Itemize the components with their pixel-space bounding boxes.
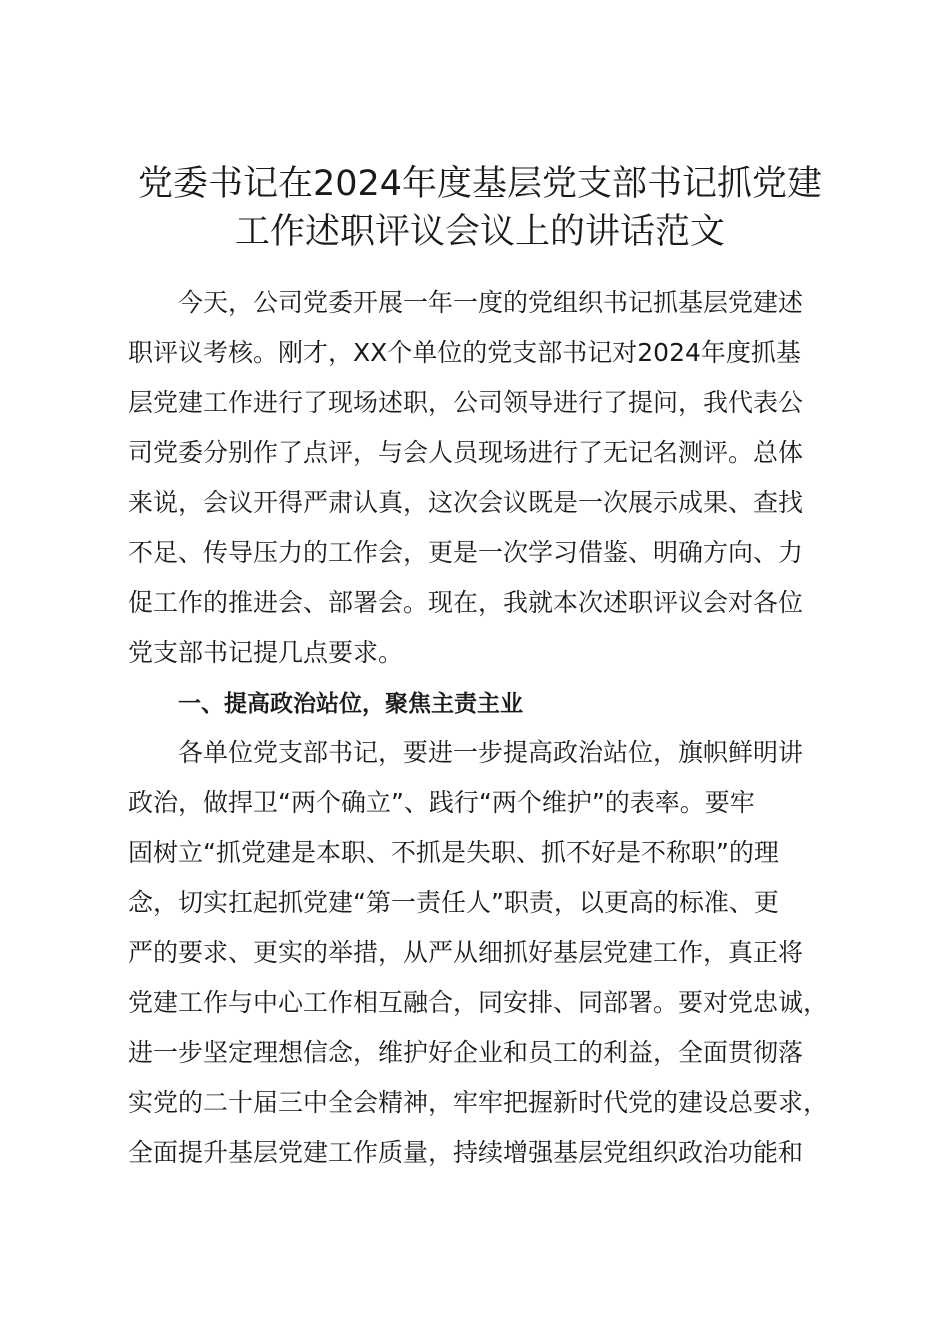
paragraph-line: 职评议考核。刚才，XX个单位的党支部书记对2024年度抓基 xyxy=(128,338,801,367)
paragraph-line: 全面提升基层党建工作质量，持续增强基层党组织政治功能和 xyxy=(128,1138,804,1167)
paragraph-line: 不足、传导压力的工作会，更是一次学习借鉴、明确方向、力 xyxy=(128,538,804,567)
paragraph-line: 今天，公司党委开展一年一度的党组织书记抓基层党建述 xyxy=(178,288,804,317)
paragraph-line: 司党委分别作了点评，与会人员现场进行了无记名测评。总体 xyxy=(128,438,804,467)
paragraph-line: 固树立“抓党建是本职、不抓是失职、抓不好是不称职”的理 xyxy=(128,838,779,867)
section-heading-1: 一、提高政治站位，聚焦主责主业 xyxy=(178,691,523,717)
paragraph-line: 进一步坚定理想信念，维护好企业和员工的利益，全面贯彻落 xyxy=(128,1038,804,1067)
paragraph-line: 念，切实扛起抓党建“第一责任人”职责，以更高的标准、更 xyxy=(128,888,779,917)
paragraph-line: 促工作的推进会、部署会。现在，我就本次述职评议会对各位 xyxy=(128,588,804,617)
paragraph-line: 严的要求、更实的举措，从严从细抓好基层党建工作，真正将 xyxy=(128,938,804,967)
document-title-line-2: 工作述职评议会议上的讲话范文 xyxy=(234,212,725,252)
paragraph-line: 层党建工作进行了现场述职，公司领导进行了提问，我代表公 xyxy=(128,388,804,417)
paragraph-line: 实党的二十届三中全会精神，牢牢把握新时代党的建设总要求， xyxy=(128,1088,829,1117)
document-title-line-1: 党委书记在2024年度基层党支部书记抓党建 xyxy=(137,164,823,204)
paragraph-line: 党建工作与中心工作相互融合，同安排、同部署。要对党忠诚， xyxy=(128,988,829,1017)
paragraph-line: 政治，做捍卫“两个确立”、践行“两个维护”的表率。要牢 xyxy=(128,788,755,817)
paragraph-line: 各单位党支部书记，要进一步提高政治站位，旗帜鲜明讲 xyxy=(178,738,804,767)
paragraph-line: 党支部书记提几点要求。 xyxy=(128,638,404,667)
paragraph-line: 来说，会议开得严肃认真，这次会议既是一次展示成果、查找 xyxy=(128,488,804,517)
